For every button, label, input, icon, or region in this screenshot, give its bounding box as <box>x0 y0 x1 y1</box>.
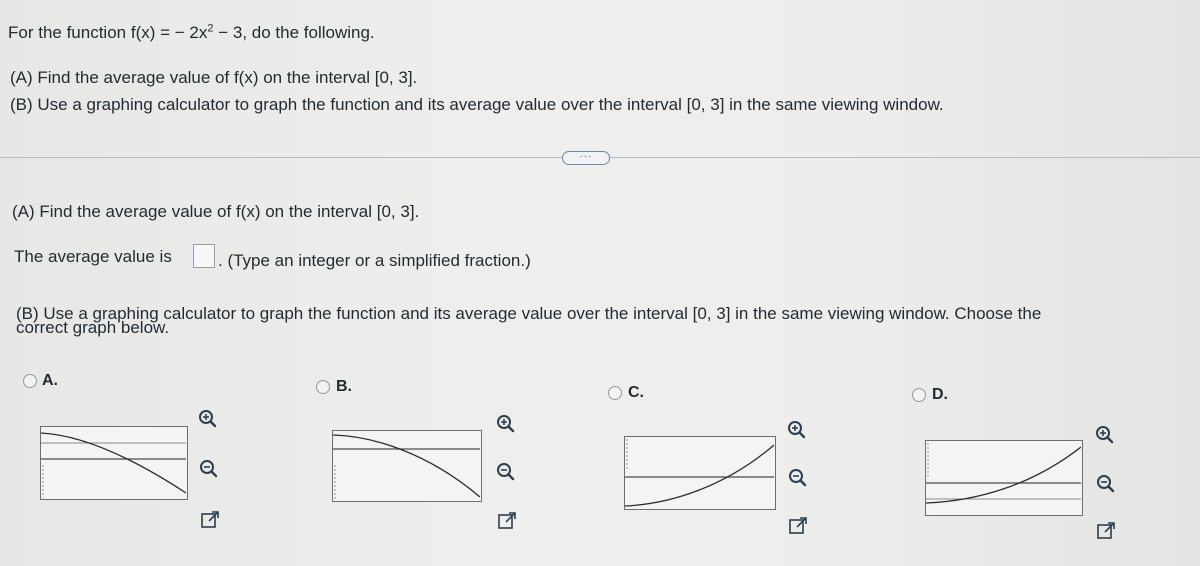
option-d-label[interactable]: D. <box>932 386 948 403</box>
option-d-plot <box>926 441 1081 514</box>
option-d-expand-icon[interactable] <box>1095 520 1117 542</box>
problem-intro <box>8 23 375 43</box>
option-a-radio[interactable] <box>23 374 37 388</box>
more-button[interactable]: ··· <box>562 151 610 165</box>
option-d-radio[interactable] <box>912 388 926 402</box>
option-a-label[interactable]: A. <box>42 372 58 389</box>
answer-hint: . (Type an integer or a simplified fraction.) <box>218 251 531 270</box>
average-value-prompt: The average value is <box>14 247 172 266</box>
option-b-graph <box>332 430 482 502</box>
problem-intro-pre: For the function f(x) = − 2x <box>8 23 208 42</box>
option-a-graph <box>40 426 188 500</box>
problem-part-b: (B) Use a graphing calculator to graph the function and its average value over the interval [0, 3] in the same viewing window. <box>10 95 944 114</box>
option-d-zoom-in-icon[interactable] <box>1093 423 1115 445</box>
option-b-zoom-out-icon[interactable] <box>494 460 516 482</box>
option-a-expand-icon[interactable] <box>199 509 221 531</box>
option-b-radio[interactable] <box>316 380 330 394</box>
option-c-graph <box>624 436 776 510</box>
option-d-zoom-out-icon[interactable] <box>1094 472 1116 494</box>
problem-intro-post: − 3, do the following. <box>213 23 375 42</box>
option-a-zoom-out-icon[interactable] <box>197 457 219 479</box>
answer-part-b-line2: correct graph below. <box>16 318 170 337</box>
answer-part-a-heading: (A) Find the average value of f(x) on the interval [0, 3]. <box>12 202 420 221</box>
option-c-zoom-out-icon[interactable] <box>786 466 808 488</box>
problem-part-a: (A) Find the average value of f(x) on the interval [0, 3]. <box>10 68 418 87</box>
option-b-plot <box>333 431 480 500</box>
average-value-input[interactable] <box>193 244 215 268</box>
option-a-zoom-in-icon[interactable] <box>196 407 218 429</box>
answer-part-b-line1: (B) Use a graphing calculator to graph the function and its average value over the interval [0, 3] in the same viewing window. Choose the <box>16 304 1042 323</box>
option-c-expand-icon[interactable] <box>787 515 809 537</box>
option-b-label[interactable]: B. <box>336 378 352 395</box>
option-c-label[interactable]: C. <box>628 384 644 401</box>
option-c-plot <box>625 437 774 508</box>
option-b-zoom-in-icon[interactable] <box>494 412 516 434</box>
problem-intro-exponent: 2 <box>207 22 214 35</box>
option-c-zoom-in-icon[interactable] <box>785 418 807 440</box>
option-c-radio[interactable] <box>608 386 622 400</box>
option-d-graph <box>925 440 1083 516</box>
option-a-plot <box>41 427 186 498</box>
option-b-expand-icon[interactable] <box>496 510 518 532</box>
